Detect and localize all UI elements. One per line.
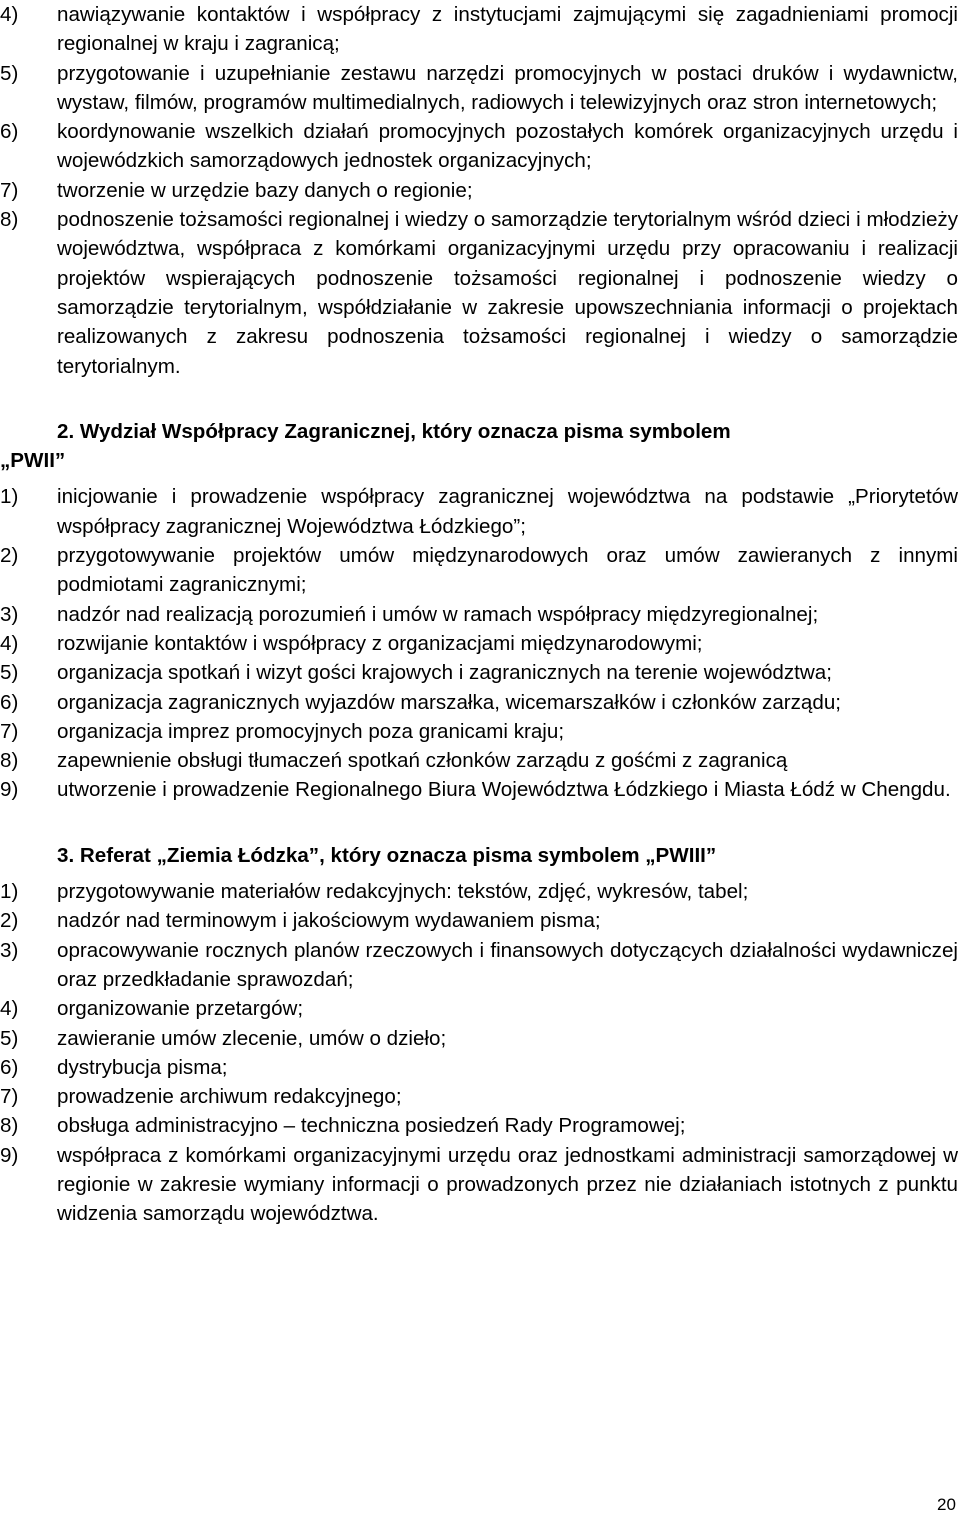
section2-heading-line1: 2. Wydział Współpracy Zagranicznej, który oznacza pisma symbolem <box>57 419 731 443</box>
item-text: nawiązywanie kontaktów i współpracy z instytucjami zajmującymi się zagadnieniami promocji regionalnej w kraju i zagranicą; <box>57 3 958 56</box>
list-item <box>0 906 960 935</box>
item-number: 4) <box>0 3 19 26</box>
list-item <box>0 59 960 118</box>
item-text: nadzór nad realizacją porozumień i umów w ramach współpracy międzyregionalnej; <box>57 602 819 626</box>
item-text: tworzenie w urzędzie bazy danych o regionie; <box>57 178 473 202</box>
item-number: 7) <box>0 178 19 202</box>
item-number: 6) <box>0 690 19 714</box>
list-item <box>0 117 960 176</box>
item-text: przygotowanie i uzupełnianie zestawu narzędzi promocyjnych w postaci druków i wydawnictw, wystaw, filmów, programów multimedialnych, radiowych i telewizyjnych oraz stron internetowych; <box>57 61 958 114</box>
item-text: organizowanie przetargów; <box>57 997 304 1021</box>
item-text: przygotowywanie projektów umów międzynarodowych oraz umów zawieranych z innymi podmiotami zagranicznymi; <box>57 544 958 597</box>
list-item <box>0 600 960 629</box>
section3-heading: 3. Referat „Ziemia Łódzka”, który oznacza pisma symbolem „PWIII” <box>57 843 717 867</box>
list-item <box>0 541 960 600</box>
item-number: 7) <box>0 1085 19 1109</box>
item-text: podnoszenie tożsamości regionalnej i wiedzy o samorządzie terytorialnym wśród dzieci i młodzieży województwa, współpraca z komórkami organizacyjnymi urzędu przy opracowaniu i realizacji projektów wspierających podnoszenie tożsamości regionalnej i podnoszenie wiedzy o samorządzie terytorialnym, współdziałanie w zakresie upowszechniania informacji o projektach realizowanych z zakresu podnoszenia tożsamości regionalnej i wiedzy o samorządzie terytorialnym. <box>57 208 958 378</box>
item-number: 8) <box>0 208 19 232</box>
item-text: utworzenie i prowadzenie Regionalnego Biura Województwa Łódzkiego i Miasta Łódź w Chengdu. <box>57 778 951 802</box>
item-text: rozwijanie kontaktów i współpracy z organizacjami międzynarodowymi; <box>57 631 703 655</box>
item-number: 2) <box>0 544 19 568</box>
item-text: koordynowanie wszelkich działań promocyjnych pozostałych komórek organizacyjnych urzędu i wojewódzkich samorządowych jednostek organizacyjnych; <box>57 120 958 173</box>
list-item <box>0 205 960 381</box>
item-number: 5) <box>0 661 19 685</box>
list-item <box>0 658 960 687</box>
item-text: nadzór nad terminowym i jakościowym wydawaniem pisma; <box>57 909 601 933</box>
item-number: 8) <box>0 749 19 773</box>
item-number: 4) <box>0 631 19 655</box>
item-number: 4) <box>0 997 19 1021</box>
item-number: 1) <box>0 485 19 509</box>
section2-heading-line2: „PWII” <box>0 449 66 473</box>
section1-list <box>0 0 960 381</box>
page-number: 20 <box>937 1495 956 1514</box>
list-item <box>0 176 960 205</box>
item-text: dystrybucja pisma; <box>57 1055 228 1079</box>
list-item <box>0 482 960 541</box>
section3-list <box>0 877 960 1229</box>
item-text: prowadzenie archiwum redakcyjnego; <box>57 1085 402 1109</box>
list-item <box>0 994 960 1023</box>
item-text: zawieranie umów zlecenie, umów o dzieło; <box>57 1026 447 1050</box>
item-number: 2) <box>0 909 19 933</box>
list-item <box>0 1053 960 1082</box>
item-number: 3) <box>0 938 19 962</box>
item-text: współpraca z komórkami organizacyjnymi urzędu oraz jednostkami administracji samorządowej w regionie w zakresie wymiany informacji o prowadzonych przez nie działaniach istotnych z punktu widzenia samorządu województwa. <box>57 1143 958 1226</box>
item-text: opracowywanie rocznych planów rzeczowych i finansowych dotyczących działalności wydawniczej oraz przedkładanie sprawozdań; <box>57 938 958 991</box>
item-number: 1) <box>0 880 19 904</box>
list-item <box>0 629 960 658</box>
item-number: 3) <box>0 602 19 626</box>
item-number: 8) <box>0 1114 19 1138</box>
item-number: 6) <box>0 120 19 144</box>
item-number: 5) <box>0 61 19 85</box>
item-text: organizacja zagranicznych wyjazdów marszałka, wicemarszałków i członków zarządu; <box>57 690 842 714</box>
item-text: inicjowanie i prowadzenie współpracy zagranicznej województwa na podstawie „Priorytetów współpracy zagranicznej Województwa Łódzkiego”; <box>57 485 958 538</box>
item-number: 9) <box>0 1143 19 1167</box>
item-text: przygotowywanie materiałów redakcyjnych: tekstów, zdjęć, wykresów, tabel; <box>57 880 749 904</box>
item-text: organizacja imprez promocyjnych poza granicami kraju; <box>57 719 565 743</box>
section2-heading <box>0 417 960 476</box>
list-item <box>0 688 960 717</box>
item-number: 7) <box>0 719 19 743</box>
list-item <box>0 746 960 775</box>
list-item <box>0 0 960 59</box>
list-item <box>0 877 960 906</box>
list-item <box>0 1111 960 1140</box>
list-item <box>0 1082 960 1111</box>
item-number: 5) <box>0 1026 19 1050</box>
item-text: obsługa administracyjno – techniczna posiedzeń Rady Programowej; <box>57 1114 686 1138</box>
list-item <box>0 775 960 804</box>
list-item <box>0 1024 960 1053</box>
item-number: 6) <box>0 1055 19 1079</box>
item-text: zapewnienie obsługi tłumaczeń spotkań członków zarządu z gośćmi z zagranicą <box>57 749 788 773</box>
item-number: 9) <box>0 778 19 802</box>
list-item <box>0 1141 960 1229</box>
section2-list <box>0 482 960 804</box>
list-item <box>0 717 960 746</box>
item-text: organizacja spotkań i wizyt gości krajowych i zagranicznych na terenie województwa; <box>57 661 832 685</box>
list-item <box>0 936 960 995</box>
